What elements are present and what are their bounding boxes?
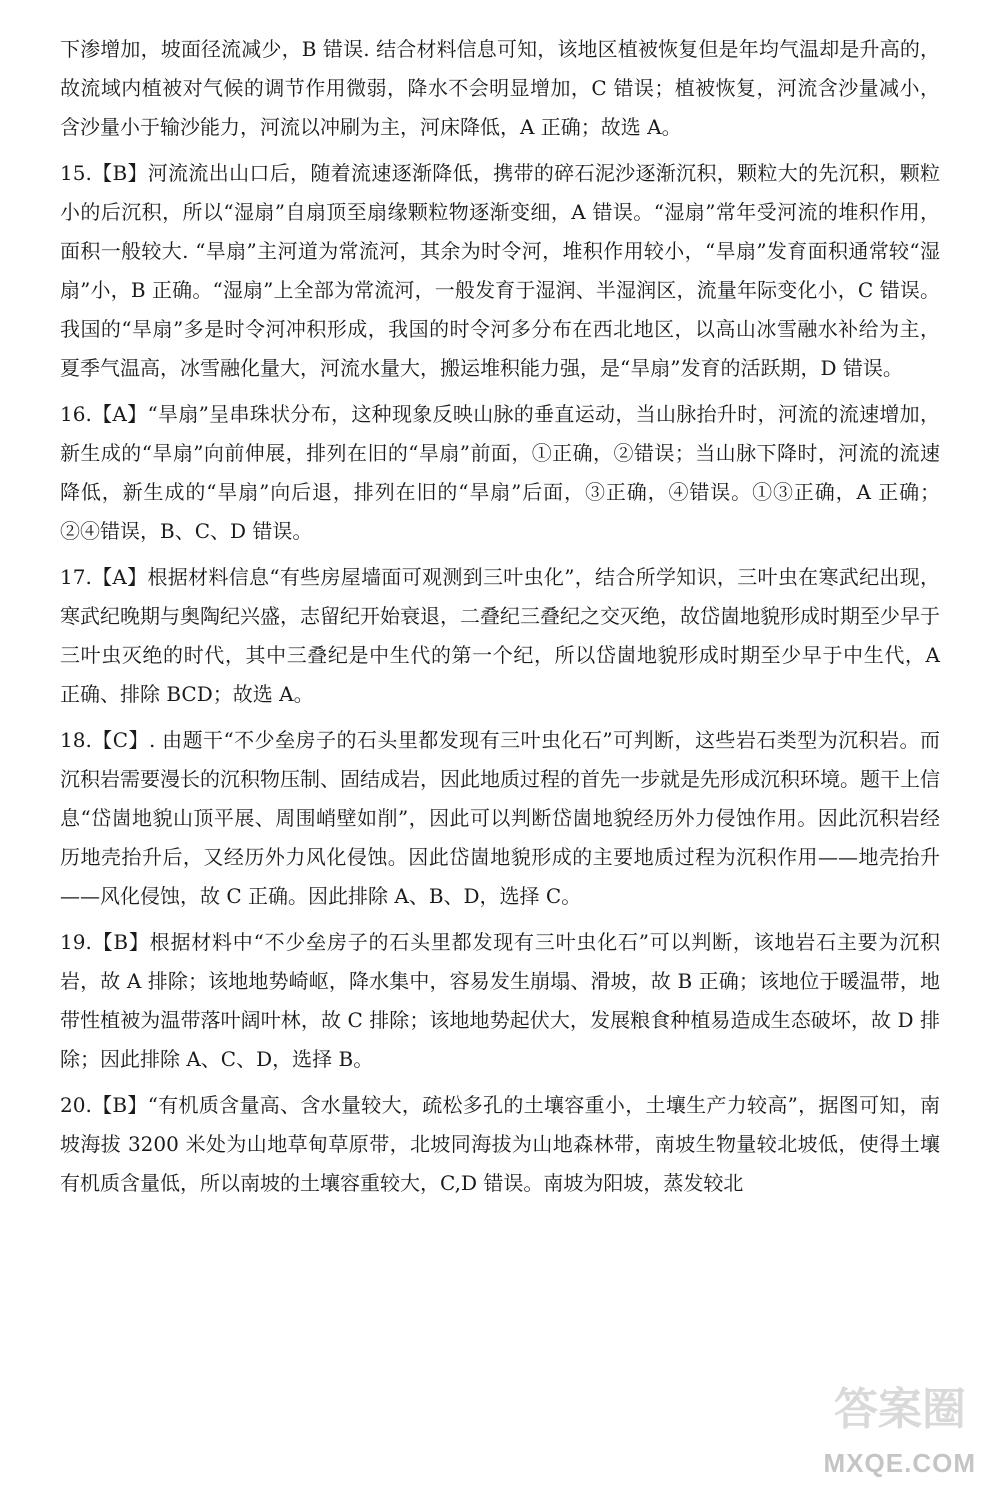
paragraph-14-continued: 下渗增加，坡面径流减少，B 错误. 结合材料信息可知，该地区植被恢复但是年均气温却是升高的，故流域内植被对气候的调节作用微弱，降水不会明显增加，C 错误；植被恢复，河流含沙量减小，含沙量小于输沙能力，河流以冲刷为主，河床降低，A 正确；故选 A。	[60, 37, 940, 139]
paragraph-16: 16.【A】“旱扇”呈串珠状分布，这种现象反映山脉的垂直运动，当山脉抬升时，河流的流速增加，新生成的“旱扇”向前伸展，排列在旧的“旱扇”前面，①正确，②错误；当山脉下降时，河流的流速降低，新生成的“旱扇”向后退，排列在旧的“旱扇”后面，③正确，④错误。①③正确，A 正确；②④错误，B、C、D 错误。	[60, 402, 940, 543]
watermark	[806, 1369, 976, 1479]
watermark-logo: 答案圈	[834, 1384, 966, 1435]
watermark-text: MXQE.COM	[823, 1448, 976, 1478]
paragraph-15: 15.【B】河流流出山口后，随着流速逐渐降低，携带的碎石泥沙逐渐沉积，颗粒大的先沉积，颗粒小的后沉积，所以“湿扇”自扇顶至扇缘颗粒物逐渐变细，A 错误。“湿扇”常年受河流的堆积作用，面积一般较大. “旱扇”主河道为常流河，其余为时令河，堆积作用较小，“旱扇”发育面积通常较“湿扇”小，B 正确。“湿扇”上全部为常流河，一般发育于湿润、半湿润区，流量年际变化小，C 错误。我国的“旱扇”多是时令河冲积形成，我国的时令河多分布在西北地区，以高山冰雪融水补给为主，夏季气温高，冰雪融化量大，河流水量大，搬运堆积能力强，是“旱扇”发育的活跃期，D 错误。	[60, 161, 940, 380]
paragraph-19: 19.【B】根据材料中“不少垒房子的石头里都发现有三叶虫化石”可以判断，该地岩石主要为沉积岩，故 A 排除；该地地势崎岖，降水集中，容易发生崩塌、滑坡，故 B 正确；该地位于暖温带，地带性植被为温带落叶阔叶林，故 C 排除；该地地势起伏大，发展粮食种植易造成生态破坏，故 D 排除；因此排除 A、C、D，选择 B。	[60, 930, 940, 1071]
paragraph-20: 20.【B】“有机质含量高、含水量较大，疏松多孔的土壤容重小，土壤生产力较高”，据图可知，南坡海拔 3200 米处为山地草甸草原带，北坡同海拔为山地森林带，南坡生物量较北坡低，使得土壤有机质含量低，所以南坡的土壤容重较大，C,D 错误。南坡为阳坡，蒸发较北	[60, 1093, 940, 1195]
paragraph-17: 17.【A】根据材料信息“有些房屋墙面可观测到三叶虫化”，结合所学知识，三叶虫在寒武纪出现，寒武纪晚期与奥陶纪兴盛，志留纪开始衰退，二叠纪三叠纪之交灭绝，故岱崮地貌形成时期至少早于三叶虫灭绝的时代，其中三叠纪是中生代的第一个纪，所以岱崮地貌形成时期至少早于中生代，A 正确、排除 BCD；故选 A。	[60, 565, 940, 706]
document-page	[60, 30, 940, 1210]
paragraph-18: 18.【C】. 由题干“不少垒房子的石头里都发现有三叶虫化石”可判断，这些岩石类型为沉积岩。而沉积岩需要漫长的沉积物压制、固结成岩，因此地质过程的首先一步就是先形成沉积环境。题干上信息“岱崮地貌山顶平展、周围峭壁如削”，因此可以判断岱崮地貌经历外力侵蚀作用。因此沉积岩经历地壳抬升后，又经历外力风化侵蚀。因此岱崮地貌形成的主要地质过程为沉积作用——地壳抬升——风化侵蚀，故 C 正确。因此排除 A、B、D，选择 C。	[60, 728, 940, 908]
